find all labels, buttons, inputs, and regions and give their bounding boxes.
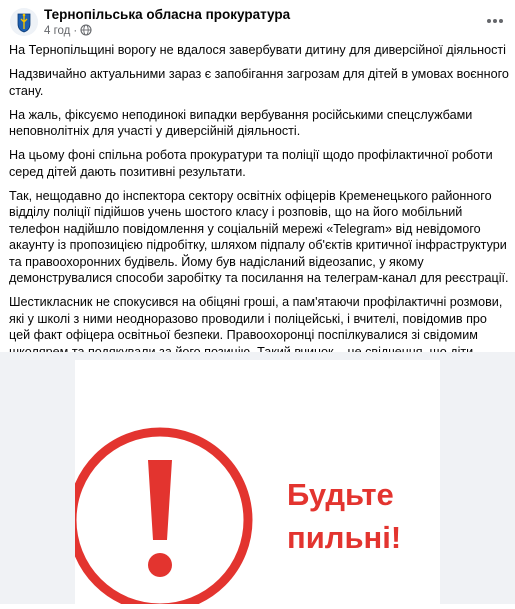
- poster-text-line2: пильні!: [287, 520, 402, 555]
- emblem-icon: [10, 8, 38, 36]
- more-options-button[interactable]: [483, 9, 507, 33]
- post-paragraph: Надзвичайно актуальними зараз є запобігання загрозам для дітей в умовах воєнного стану.: [9, 67, 509, 98]
- poster-text-line1: Будьте: [287, 477, 394, 512]
- post-paragraph: На цьому фоні спільна робота прокуратури та поліції щодо профілактичної роботи серед дітей дають позитивні результати.: [9, 148, 493, 179]
- post-header: [0, 0, 515, 40]
- exclamation-icon: [75, 432, 248, 604]
- more-options-icon: [483, 9, 507, 33]
- post-headline: На Тернопільщині ворогу не вдалося завербувати дитину для диверсійної діяльності: [9, 43, 506, 57]
- post-paragraph: На жаль, фіксуємо неподинокі випадки вербування російськими спецслужбами неповнолітніх для участі у диверсійній діяльності.: [9, 107, 473, 138]
- globe-icon: [80, 24, 92, 36]
- post-paragraph: Так, нещодавно до інспектора сектору освітніх офіцерів Кременецького районного відділу поліції підійшов учень шостого класу і розповів, що на його мобільний телефон надійшло повідомлення у соціальній мережі «Telegram» від невідомого акаунту із пропозицією підробітку, шляхом підпалу об'єктів критичної інфраструктури та правоохоронних будівель. Йому був надісланий відеозапис, у якому демонструвалися способи заробітку та посилання на телеграм-канал для реєстрації.: [9, 188, 509, 285]
- poster-graphic: [75, 360, 440, 604]
- meta-separator: ·: [73, 25, 78, 37]
- post-image[interactable]: [0, 352, 515, 604]
- poster: [75, 360, 440, 604]
- avatar[interactable]: [10, 8, 38, 36]
- post-time[interactable]: 4 год: [44, 25, 71, 37]
- post-paragraph: Шестикласник не спокусився на обіцяні гроші, а пам'ятаючи профілактичні розмови, які у школі з ними неодноразово проводили і поліцейські, і вчителі, повідомив про цей факт офіцера освітньої безпеки. Правоохоронці поспілкувалися зі свідомим: [9, 295, 503, 342]
- post-meta: [44, 24, 92, 37]
- author-name[interactable]: Тернопільська обласна прокуратура: [44, 7, 291, 22]
